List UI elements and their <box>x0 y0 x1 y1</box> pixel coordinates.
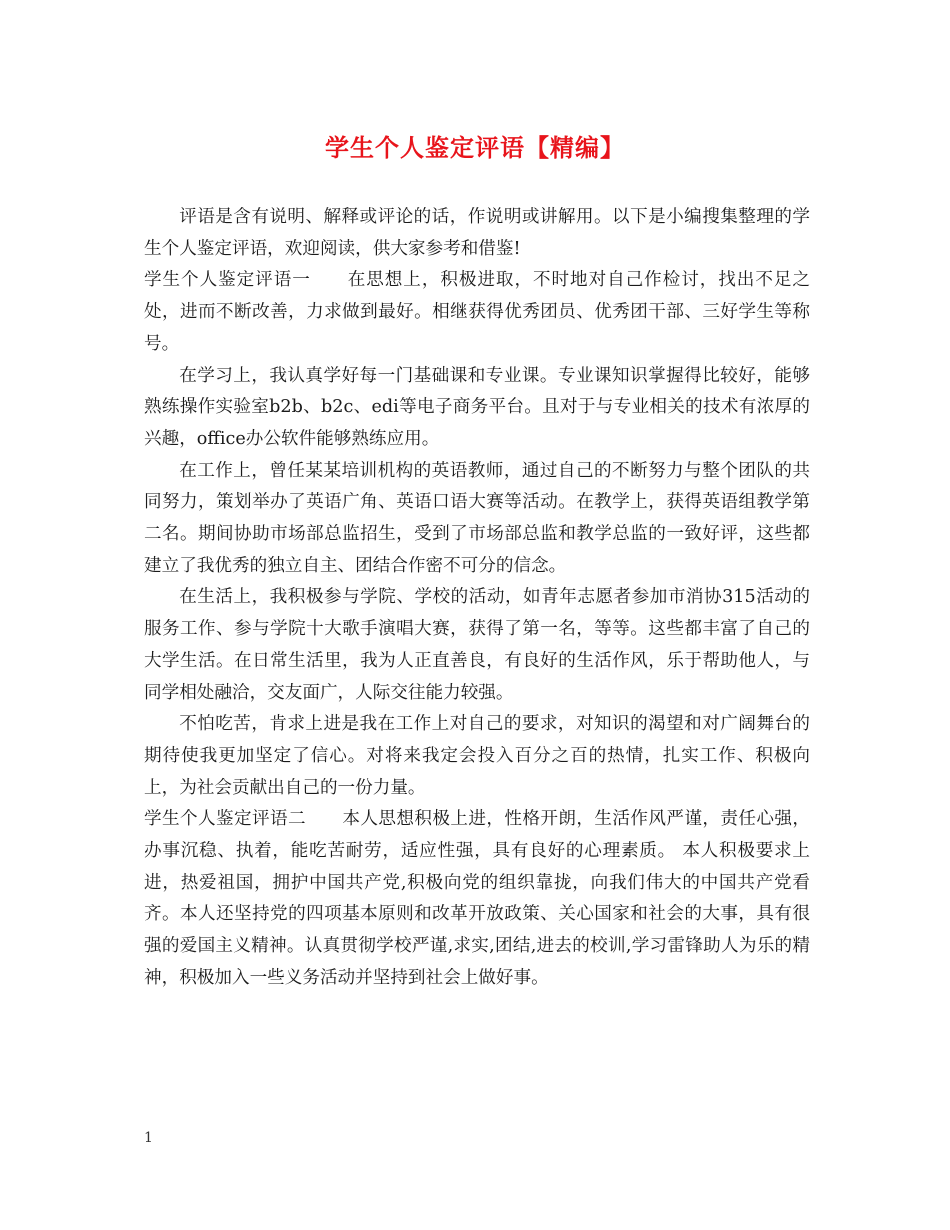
page-number: 1 <box>144 1130 153 1146</box>
section-two-heading: 学生个人鉴定评语二 <box>144 809 306 830</box>
document-title: 学生个人鉴定评语【精编】 <box>325 133 625 162</box>
section-one-paragraph-work: 在工作上，曾任某某培训机构的英语教师，通过自己的不断努力与整个团队的共同努力，策划举办了英语广角、英语口语大赛等活动。在教学上，获得英语组教学第二名。期间协助市场部总监招生，受到了市场部总监和教学总监的一致好评，这些都建立了我优秀的独立自主、团结合作密不可分的信念。 <box>144 460 810 576</box>
section-one-heading: 学生个人鉴定评语一 <box>144 270 311 291</box>
section-one-first-paragraph <box>144 265 810 360</box>
section-one-paragraph-life: 在生活上，我积极参与学院、学校的活动，如青年志愿者参加市消协315活动的服务工作、参与学院十大歌手演唱大赛，获得了第一名，等等。这些都丰富了自己的大学生活。在日常生活里，我为人正直善良，有良好的生活作风，乐于帮助他人，与同学相处融洽，交友面广，人际交往能力较强。 <box>144 587 810 703</box>
document-body <box>144 202 810 995</box>
section-one-paragraph-attitude: 不怕吃苦，肯求上进是我在工作上对自己的要求，对知识的渴望和对广阔舞台的期待使我更加坚定了信心。对将来我定会投入百分之百的热情，扎实工作、积极向上，为社会贡献出自己的一份力量。 <box>144 714 810 798</box>
section-one-paragraph-study: 在学习上，我认真学好每一门基础课和专业课。专业课知识掌握得比较好，能够熟练操作实验室b2b、b2c、edi等电子商务平台。且对于与专业相关的技术有浓厚的兴趣，office办公软件能够熟练应用。 <box>144 365 810 449</box>
intro-paragraph: 评语是含有说明、解释或评论的话，作说明或讲解用。以下是小编搜集整理的学生个人鉴定评语，欢迎阅读，供大家参考和借鉴! <box>144 207 810 259</box>
section-two-first-paragraph <box>144 804 810 994</box>
section-one-first-text: 在思想上，积极进取，不时地对自己作检讨，找出不足之处，进而不断改善，力求做到最好。相继获得优秀团员、优秀团干部、三好学生等称号。 <box>144 270 810 354</box>
section-two-first-text: 本人思想积极上进，性格开朗，生活作风严谨，责任心强，办事沉稳、执着，能吃苦耐劳，适应性强，具有良好的心理素质。 本人积极要求上进，热爱祖国，拥护中国共产党,积极向党的组织靠拢，向我们伟大的中国共产党看齐。本人还坚持党的四项基本原则和改革开放政策、关心国家和社会的大事，具有很强的爱国主义精神。认真贯彻学校严谨,求实,团结,进去的校训,学习雷锋助人为乐的精神，积极加入一些义务活动并坚持到社会上做好事。 <box>144 809 810 988</box>
